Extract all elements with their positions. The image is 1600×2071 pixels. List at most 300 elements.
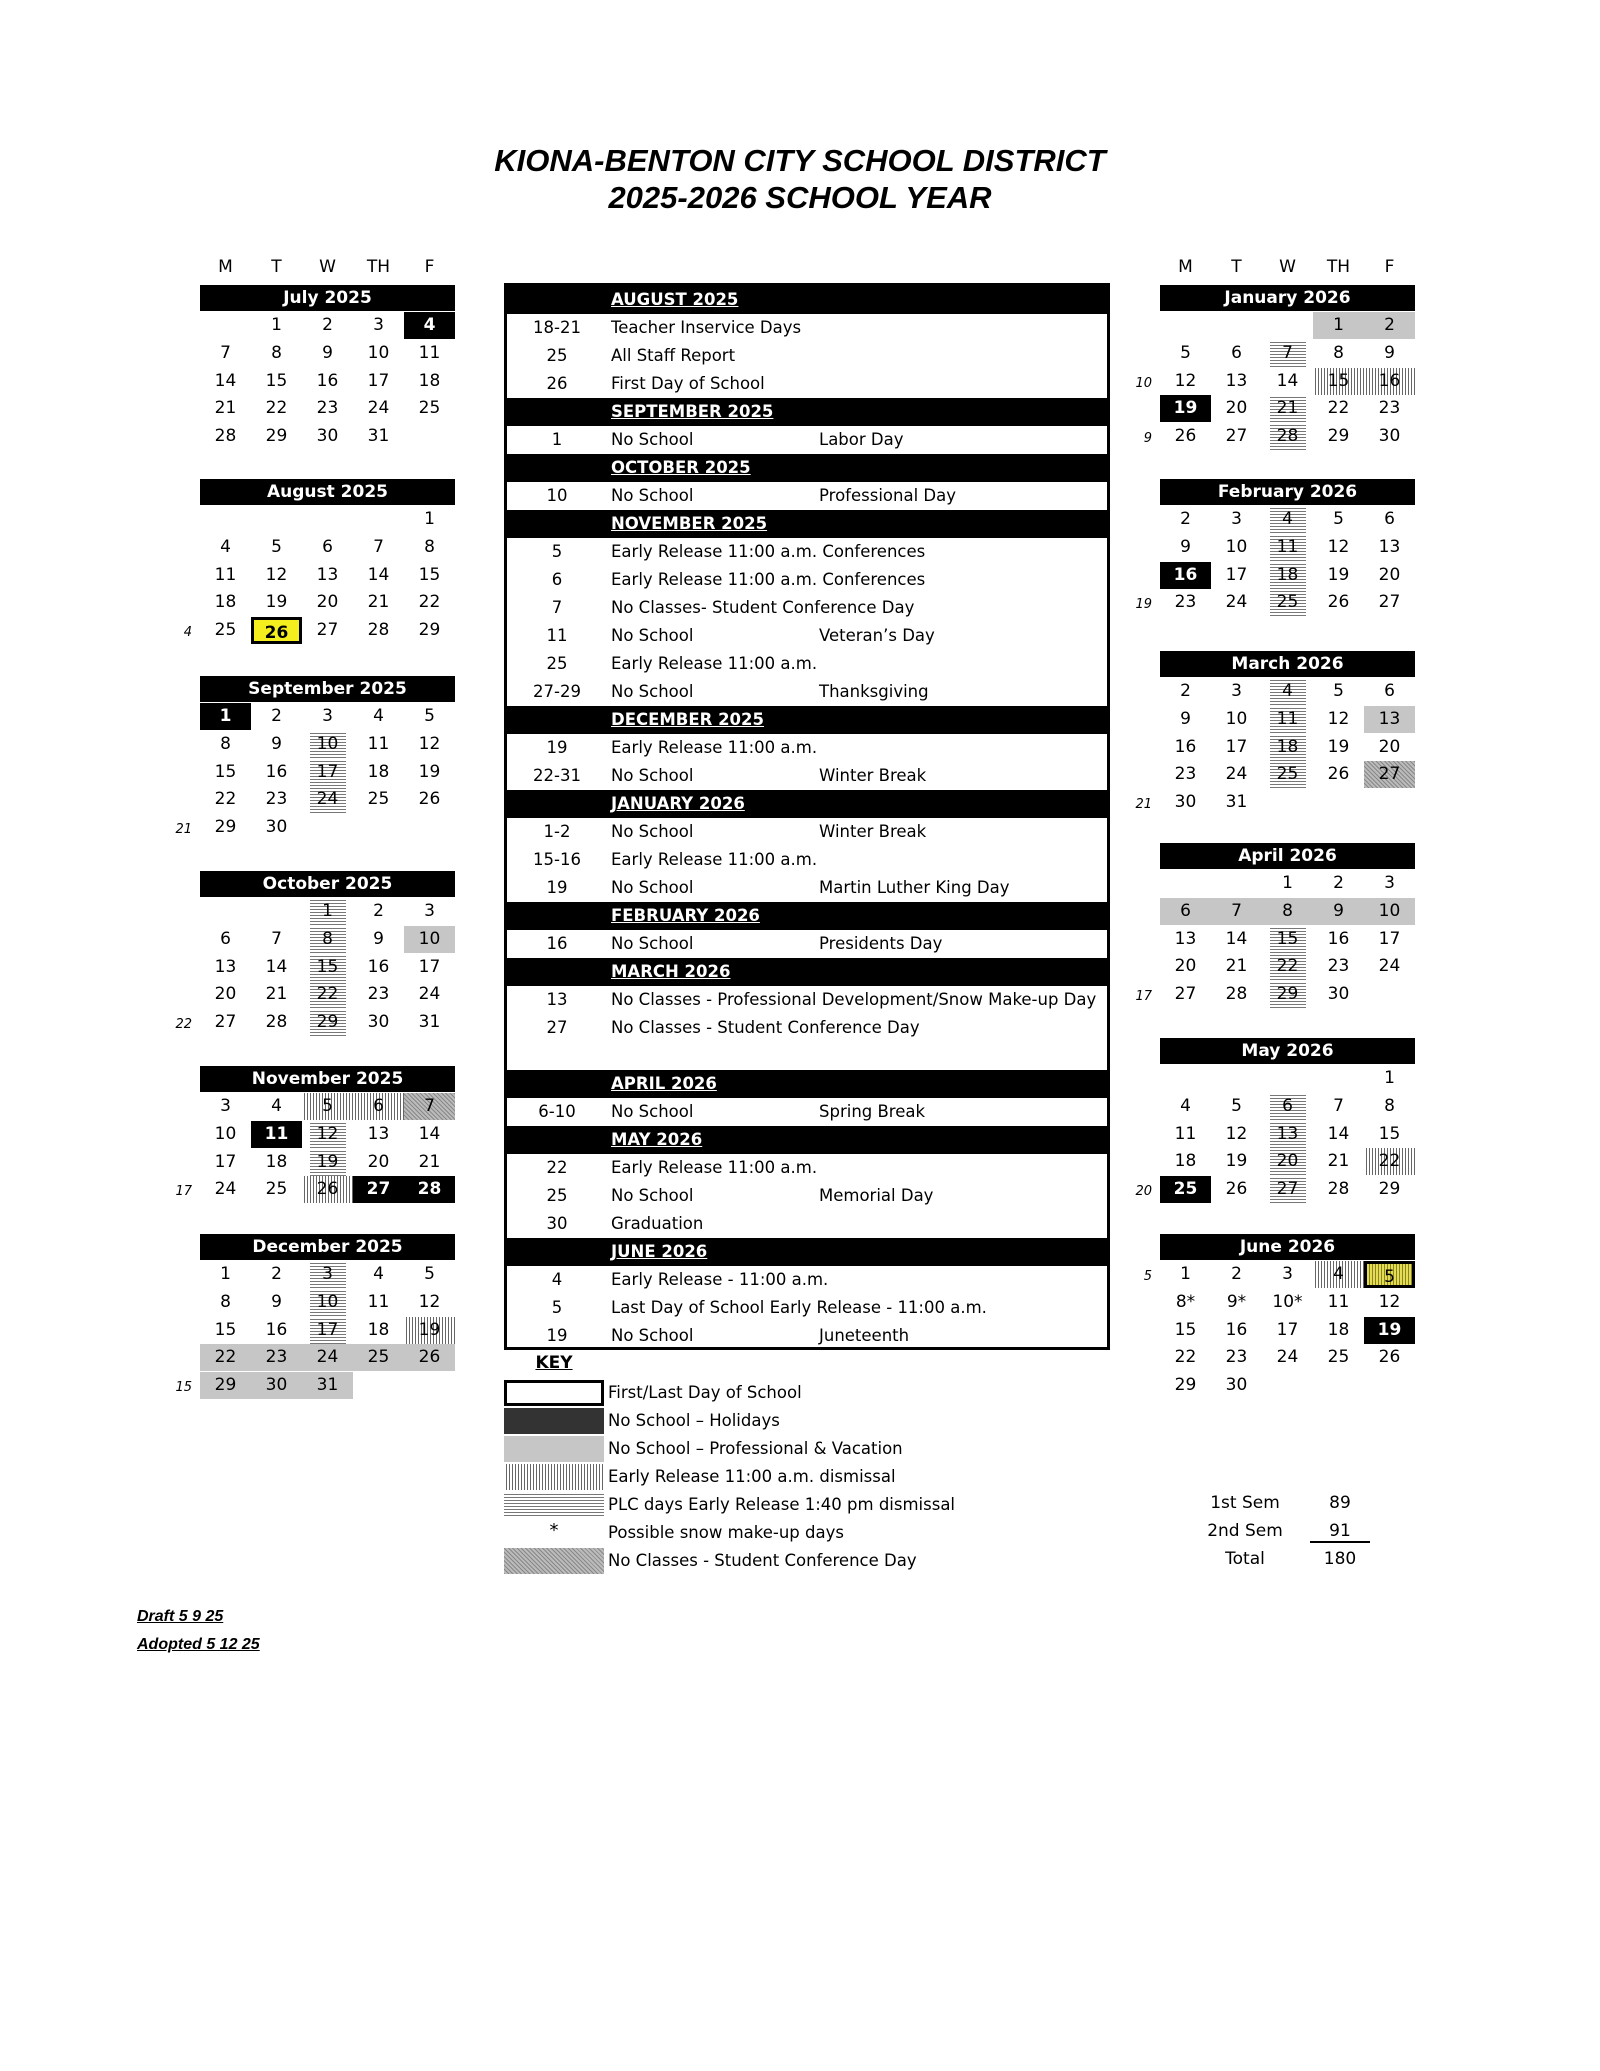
day-header-th: TH	[366, 257, 391, 277]
calendar-day: 23	[1327, 956, 1350, 977]
calendar-day: 8	[424, 536, 435, 557]
legend-swatch-holiday	[504, 1408, 604, 1434]
event-date: 1	[551, 430, 563, 449]
calendar-day: 15	[1262, 926, 1313, 953]
sem1-label: 1st Sem	[1210, 1493, 1280, 1513]
calendar-day: 8	[302, 926, 353, 953]
calendar-day: 16	[1327, 928, 1350, 949]
sem2-label: 2nd Sem	[1207, 1521, 1283, 1541]
calendar-day: 3	[1231, 681, 1242, 701]
calendar-day: 23	[367, 984, 390, 1005]
event-row	[507, 678, 1107, 706]
event-month-heading: MAY 2026	[611, 1130, 703, 1149]
calendar-day: 12	[418, 1291, 441, 1312]
event-description: Early Release - 11:00 a.m.	[611, 1270, 829, 1289]
calendar-day: 15	[1378, 1123, 1401, 1144]
calendar-day: 2	[1333, 873, 1344, 893]
event-description: Last Day of School Early Release - 11:00 a.m.	[611, 1298, 987, 1317]
event-description: No School	[611, 934, 694, 953]
event-month-row	[507, 286, 1107, 314]
calendar-day: 17	[418, 956, 441, 977]
event-description: All Staff Report	[611, 346, 736, 365]
event-note: Winter Break	[819, 766, 927, 785]
event-date: 19	[546, 1326, 568, 1345]
event-date: 6	[551, 570, 563, 589]
event-row	[507, 650, 1107, 678]
calendar-day: 21	[1262, 395, 1313, 422]
calendar-day: 15	[1313, 368, 1364, 395]
calendar-day: 23	[1225, 1347, 1248, 1368]
event-month-heading: FEBRUARY 2026	[611, 906, 760, 925]
calendar-day: 14	[1327, 1123, 1350, 1144]
event-note: Professional Day	[819, 486, 956, 505]
calendar-month-title: March 2026	[1160, 651, 1415, 677]
calendar-day: 20	[214, 984, 237, 1005]
calendar-day: 28	[1225, 984, 1248, 1005]
event-row	[507, 1210, 1107, 1238]
calendar-day: 12	[1327, 536, 1350, 557]
event-description: No Classes- Student Conference Day	[611, 598, 915, 617]
calendar-day: 12	[265, 564, 288, 585]
day-header-t: T	[271, 257, 282, 277]
calendar-day: 5	[1180, 342, 1191, 363]
event-month-row	[507, 706, 1107, 734]
calendar-day: 29	[265, 426, 288, 447]
calendar-day: 17	[1225, 736, 1248, 757]
calendar-day: 30	[1378, 426, 1401, 447]
calendar-day: 24	[1378, 956, 1401, 977]
calendar-day: 13	[367, 1123, 390, 1144]
calendar-day: 18	[265, 1151, 288, 1172]
legend-label: No School – Professional & Vacation	[608, 1439, 903, 1458]
calendar-day: 29	[1327, 426, 1350, 447]
calendar-month-title: October 2025	[200, 871, 455, 897]
week-count: 19	[1135, 597, 1152, 613]
calendar-day: 8*	[1175, 1291, 1196, 1312]
calendar-day: 19	[1327, 564, 1350, 585]
day-header-th: TH	[1326, 257, 1351, 277]
calendar-day: 16	[1225, 1319, 1248, 1340]
calendar-month-title: April 2026	[1160, 843, 1415, 869]
calendar-day: 15	[265, 370, 288, 391]
event-month-row	[507, 398, 1107, 426]
event-month-heading: MARCH 2026	[611, 962, 731, 981]
calendar-day: 7	[271, 928, 282, 949]
event-description: Graduation	[611, 1214, 704, 1233]
calendar-day: 28	[214, 426, 237, 447]
calendar-day: 23	[251, 1344, 302, 1371]
school-year-title: 2025-2026 SCHOOL YEAR	[608, 180, 992, 215]
event-note: Memorial Day	[819, 1186, 934, 1205]
calendar-day: 15	[418, 564, 441, 585]
event-month-heading: NOVEMBER 2025	[611, 514, 768, 533]
event-row	[507, 762, 1107, 790]
calendar-day: 11	[418, 342, 441, 363]
legend-title: KEY	[535, 1353, 573, 1373]
event-row	[507, 874, 1107, 902]
calendar-day: 4	[1180, 1095, 1191, 1116]
event-description: First Day of School	[611, 374, 765, 393]
calendar-day: 26	[251, 617, 302, 644]
calendar-day: 13	[1378, 536, 1401, 557]
calendar-day: 24	[302, 1344, 353, 1371]
calendar-day: 6	[1160, 898, 1211, 925]
calendar-day: 13	[1225, 370, 1248, 391]
calendar-day: 12	[1174, 370, 1197, 391]
calendar-day: 11	[1262, 706, 1313, 733]
event-description: No Classes - Professional Development/Snow Make-up Day	[611, 990, 1097, 1009]
event-row	[507, 986, 1107, 1014]
event-date: 19	[546, 878, 568, 897]
calendar-day: 7	[1333, 1095, 1344, 1116]
calendar-day: 18	[418, 370, 441, 391]
event-note: Juneteenth	[819, 1326, 910, 1345]
calendar-day: 22	[1262, 953, 1313, 980]
day-header-f: F	[1384, 257, 1395, 277]
calendar-day: 3	[220, 1096, 231, 1116]
week-count: 20	[1135, 1184, 1152, 1200]
calendar-day: 20	[316, 592, 339, 613]
calendar-day: 21	[1327, 1151, 1350, 1172]
calendar-month-title: December 2025	[200, 1234, 455, 1260]
calendar-day: 1	[200, 703, 251, 730]
event-description: Early Release 11:00 a.m.	[611, 850, 818, 869]
event-row	[507, 594, 1107, 622]
event-date: 10	[546, 486, 568, 505]
event-date: 4	[551, 1270, 563, 1289]
event-date: 13	[546, 990, 568, 1009]
week-count: 4	[183, 625, 192, 641]
event-month-heading: SEPTEMBER 2025	[611, 402, 774, 421]
event-month-row	[507, 958, 1107, 986]
event-date: 22-31	[533, 766, 581, 785]
calendar-day: 13	[316, 564, 339, 585]
calendar-day: 5	[271, 536, 282, 557]
event-note: Thanksgiving	[819, 682, 929, 701]
calendar-day: 1	[1384, 1068, 1395, 1088]
calendar-day: 20	[1174, 956, 1197, 977]
event-date: 5	[551, 1298, 563, 1317]
total-days: 180	[1323, 1549, 1357, 1569]
calendar-day: 8	[220, 733, 231, 754]
event-description: No School	[611, 1186, 694, 1205]
calendar-day: 20	[1378, 564, 1401, 585]
calendar-day: 6	[1262, 1093, 1313, 1120]
calendar-month-title: July 2025	[200, 285, 455, 311]
calendar-day: 22	[265, 398, 288, 419]
calendar-day: 31	[302, 1372, 353, 1399]
calendar-day: 10	[302, 731, 353, 758]
calendar-day: 23	[316, 398, 339, 419]
calendar-day: 17	[367, 370, 390, 391]
calendar-day: 25	[1262, 761, 1313, 788]
calendar-day: 29	[302, 1009, 353, 1036]
calendar-day: 27	[353, 1176, 404, 1203]
event-month-heading: OCTOBER 2025	[611, 458, 751, 477]
event-note: Labor Day	[819, 430, 904, 449]
calendar-day: 11	[251, 1121, 302, 1148]
event-month-row	[507, 510, 1107, 538]
calendar-day: 29	[214, 817, 237, 838]
calendar-day: 29	[418, 620, 441, 641]
calendar-day: 9	[271, 733, 282, 754]
calendar-day: 27	[316, 620, 339, 641]
event-note: Veteran’s Day	[819, 626, 935, 645]
calendar-day: 7	[404, 1093, 455, 1120]
calendar-day: 26	[302, 1176, 353, 1203]
event-month-row	[507, 1238, 1107, 1266]
event-row	[507, 1182, 1107, 1210]
legend-label: Early Release 11:00 a.m. dismissal	[608, 1467, 896, 1486]
calendar-day: 24	[367, 398, 390, 419]
event-blank-row	[507, 1042, 1107, 1070]
event-date: 25	[546, 346, 568, 365]
event-description: No School	[611, 486, 694, 505]
legend-swatch-prof	[504, 1436, 604, 1462]
calendar-day: 16	[265, 761, 288, 782]
event-row	[507, 566, 1107, 594]
calendar-day: 11	[214, 564, 237, 585]
calendar-day: 1	[1180, 1264, 1191, 1284]
calendar-day: 3	[302, 1261, 353, 1288]
calendar-day: 10	[404, 926, 455, 953]
calendar-day: 31	[1225, 792, 1248, 813]
legend-label: First/Last Day of School	[608, 1383, 802, 1402]
week-count: 10	[1135, 375, 1152, 391]
day-header-w: W	[1279, 257, 1296, 277]
calendar-day: 2	[1180, 509, 1191, 529]
calendar-day: 20	[1262, 1148, 1313, 1175]
calendar-day: 30	[316, 426, 339, 447]
calendar-day: 7	[1211, 898, 1262, 925]
calendar-day: 7	[373, 536, 384, 557]
event-description: No Classes - Student Conference Day	[611, 1018, 920, 1037]
calendar-day: 19	[1160, 395, 1211, 422]
event-row	[507, 846, 1107, 874]
calendar-day: 17	[214, 1151, 237, 1172]
event-date: 5	[551, 542, 563, 561]
event-date: 27-29	[533, 682, 581, 701]
calendar-day: 14	[265, 956, 288, 977]
week-count: 17	[1135, 989, 1152, 1005]
calendar-day: 15	[302, 954, 353, 981]
event-description: Early Release 11:00 a.m.	[611, 1158, 818, 1177]
calendar-day: 16	[1364, 368, 1415, 395]
calendar-day: 10	[1225, 708, 1248, 729]
calendar-month-title: February 2026	[1160, 479, 1415, 505]
calendar-day: 27	[1378, 592, 1401, 613]
calendar-day: 13	[1364, 706, 1415, 733]
calendar-day: 1	[1313, 312, 1364, 339]
calendar-day: 10	[1364, 898, 1415, 925]
event-row	[507, 1014, 1107, 1042]
calendar-day: 25	[367, 789, 390, 810]
calendar-day: 29	[1174, 1375, 1197, 1396]
calendar-day: 4	[1262, 678, 1313, 705]
calendar-day: 6	[1384, 509, 1395, 529]
sem1-days: 89	[1329, 1493, 1351, 1513]
event-description: Early Release 11:00 a.m.	[611, 654, 818, 673]
event-row	[507, 930, 1107, 958]
calendar-day: 30	[367, 1012, 390, 1033]
draft-note: Draft 5 9 25	[137, 1608, 224, 1625]
calendar-day: 9*	[1226, 1291, 1247, 1312]
event-description: No School	[611, 766, 694, 785]
calendar-month-title: August 2025	[200, 479, 455, 505]
calendar-day: 14	[367, 564, 390, 585]
sem2-days: 91	[1310, 1521, 1370, 1543]
calendar-day: 14	[1225, 928, 1248, 949]
week-count: 17	[175, 1184, 192, 1200]
calendar-day: 10	[1225, 536, 1248, 557]
calendar-day: 21	[418, 1151, 441, 1172]
calendar-day: 24	[1276, 1347, 1299, 1368]
calendar-day: 16	[1160, 562, 1211, 589]
calendar-month-title: January 2026	[1160, 285, 1415, 311]
calendar-day: 27	[1364, 761, 1415, 788]
calendar-day: 26	[1327, 592, 1350, 613]
calendar-day: 9	[322, 342, 333, 363]
calendar-day: 25	[265, 1179, 288, 1200]
event-description: No School	[611, 626, 694, 645]
calendar-day: 26	[404, 1344, 455, 1371]
calendar-day: 20	[367, 1151, 390, 1172]
calendar-day: 2	[322, 315, 333, 335]
event-date: 15-16	[533, 850, 581, 869]
calendar-day: 30	[265, 817, 288, 838]
event-month-row	[507, 454, 1107, 482]
calendar-day: 4	[1313, 1261, 1364, 1288]
calendar-day: 22	[1174, 1347, 1197, 1368]
event-row	[507, 622, 1107, 650]
event-month-heading: JUNE 2026	[611, 1242, 708, 1261]
calendar-day: 23	[1174, 592, 1197, 613]
calendar-day: 17	[1378, 928, 1401, 949]
calendar-day: 30	[251, 1372, 302, 1399]
calendar-day: 11	[1262, 534, 1313, 561]
calendar-day: 13	[1174, 928, 1197, 949]
week-count: 5	[1143, 1269, 1152, 1284]
week-count: 9	[1143, 431, 1152, 447]
event-date: 25	[546, 1186, 568, 1205]
calendar-day: 1	[220, 1264, 231, 1284]
calendar-day: 9	[1180, 536, 1191, 557]
calendar-day: 12	[302, 1121, 353, 1148]
event-date: 1-2	[543, 822, 571, 841]
calendar-day: 22	[1327, 398, 1350, 419]
calendar-day: 13	[1262, 1121, 1313, 1148]
calendar-day: 4	[373, 706, 384, 726]
legend-label: Possible snow make-up days	[608, 1523, 844, 1542]
event-date: 6-10	[538, 1102, 576, 1121]
calendar-day: 9	[1180, 708, 1191, 729]
calendar-day: 19	[1327, 736, 1350, 757]
event-description: Early Release 11:00 a.m. Conferences	[611, 542, 926, 561]
calendar-day: 29	[1378, 1179, 1401, 1200]
calendar-day: 4	[373, 1264, 384, 1284]
calendar-day: 16	[316, 370, 339, 391]
event-date: 25	[546, 654, 568, 673]
week-count: 21	[175, 822, 192, 838]
legend-swatch-plc	[504, 1492, 604, 1518]
total-label: Total	[1225, 1549, 1265, 1569]
calendar-day: 21	[265, 984, 288, 1005]
calendar-day: 21	[367, 592, 390, 613]
calendar-day: 14	[418, 1123, 441, 1144]
calendar-day: 4	[1262, 506, 1313, 533]
calendar-day: 27	[214, 1012, 237, 1033]
calendar-day: 22	[302, 981, 353, 1008]
calendar-day: 5	[302, 1093, 353, 1120]
event-date: 26	[546, 374, 568, 393]
event-row	[507, 426, 1107, 454]
calendar-day: 10*	[1272, 1291, 1303, 1312]
week-count: 21	[1135, 797, 1152, 813]
calendar-day: 19	[418, 761, 441, 782]
calendar-day: 27	[1262, 1176, 1313, 1203]
event-note: Presidents Day	[819, 934, 943, 953]
calendar-day: 15	[1174, 1319, 1197, 1340]
calendar-day: 23	[265, 789, 288, 810]
calendar-day: 26	[1174, 426, 1197, 447]
event-description: No School	[611, 1326, 694, 1345]
calendar-day: 18	[214, 592, 237, 613]
event-month-heading: JANUARY 2026	[611, 794, 745, 813]
calendar-day: 19	[404, 1317, 455, 1344]
calendar-day: 24	[302, 786, 353, 813]
calendar-day: 29	[200, 1372, 251, 1399]
event-description: No School	[611, 822, 694, 841]
event-month-row	[507, 902, 1107, 930]
legend-swatch-first	[504, 1380, 604, 1406]
calendar-day: 8	[220, 1291, 231, 1312]
calendar-day: 16	[1174, 736, 1197, 757]
event-row	[507, 1266, 1107, 1294]
calendar-day: 16	[367, 956, 390, 977]
calendar-day: 8	[271, 342, 282, 363]
week-count: 22	[175, 1017, 192, 1033]
calendar-day: 9	[1313, 898, 1364, 925]
calendar-day: 25	[1160, 1176, 1211, 1203]
calendar-day: 25	[418, 398, 441, 419]
calendar-day: 5	[424, 1264, 435, 1284]
calendar-day: 10	[367, 342, 390, 363]
calendar-day: 6	[220, 928, 231, 949]
event-row	[507, 370, 1107, 398]
legend-label: No School – Holidays	[608, 1411, 780, 1430]
calendar-day: 30	[1174, 792, 1197, 813]
event-month-heading: DECEMBER 2025	[611, 710, 764, 729]
calendar-day: 10	[214, 1123, 237, 1144]
calendar-day: 29	[1262, 981, 1313, 1008]
calendar-day: 6	[1384, 681, 1395, 701]
calendar-day: 26	[1378, 1347, 1401, 1368]
calendar-day: 19	[265, 592, 288, 613]
calendar-day: 7	[220, 342, 231, 363]
calendar-day: 4	[404, 312, 455, 339]
calendar-day: 3	[1282, 1264, 1293, 1284]
event-description: No School	[611, 682, 694, 701]
event-row	[507, 482, 1107, 510]
calendar-day: 31	[418, 1012, 441, 1033]
legend-label: PLC days Early Release 1:40 pm dismissal	[608, 1495, 956, 1514]
event-row	[507, 342, 1107, 370]
calendar-day: 26	[1225, 1179, 1248, 1200]
event-description: Teacher Inservice Days	[611, 318, 802, 337]
calendar-day: 6	[1231, 342, 1242, 363]
calendar-day: 28	[404, 1176, 455, 1203]
week-count: 15	[175, 1380, 192, 1396]
